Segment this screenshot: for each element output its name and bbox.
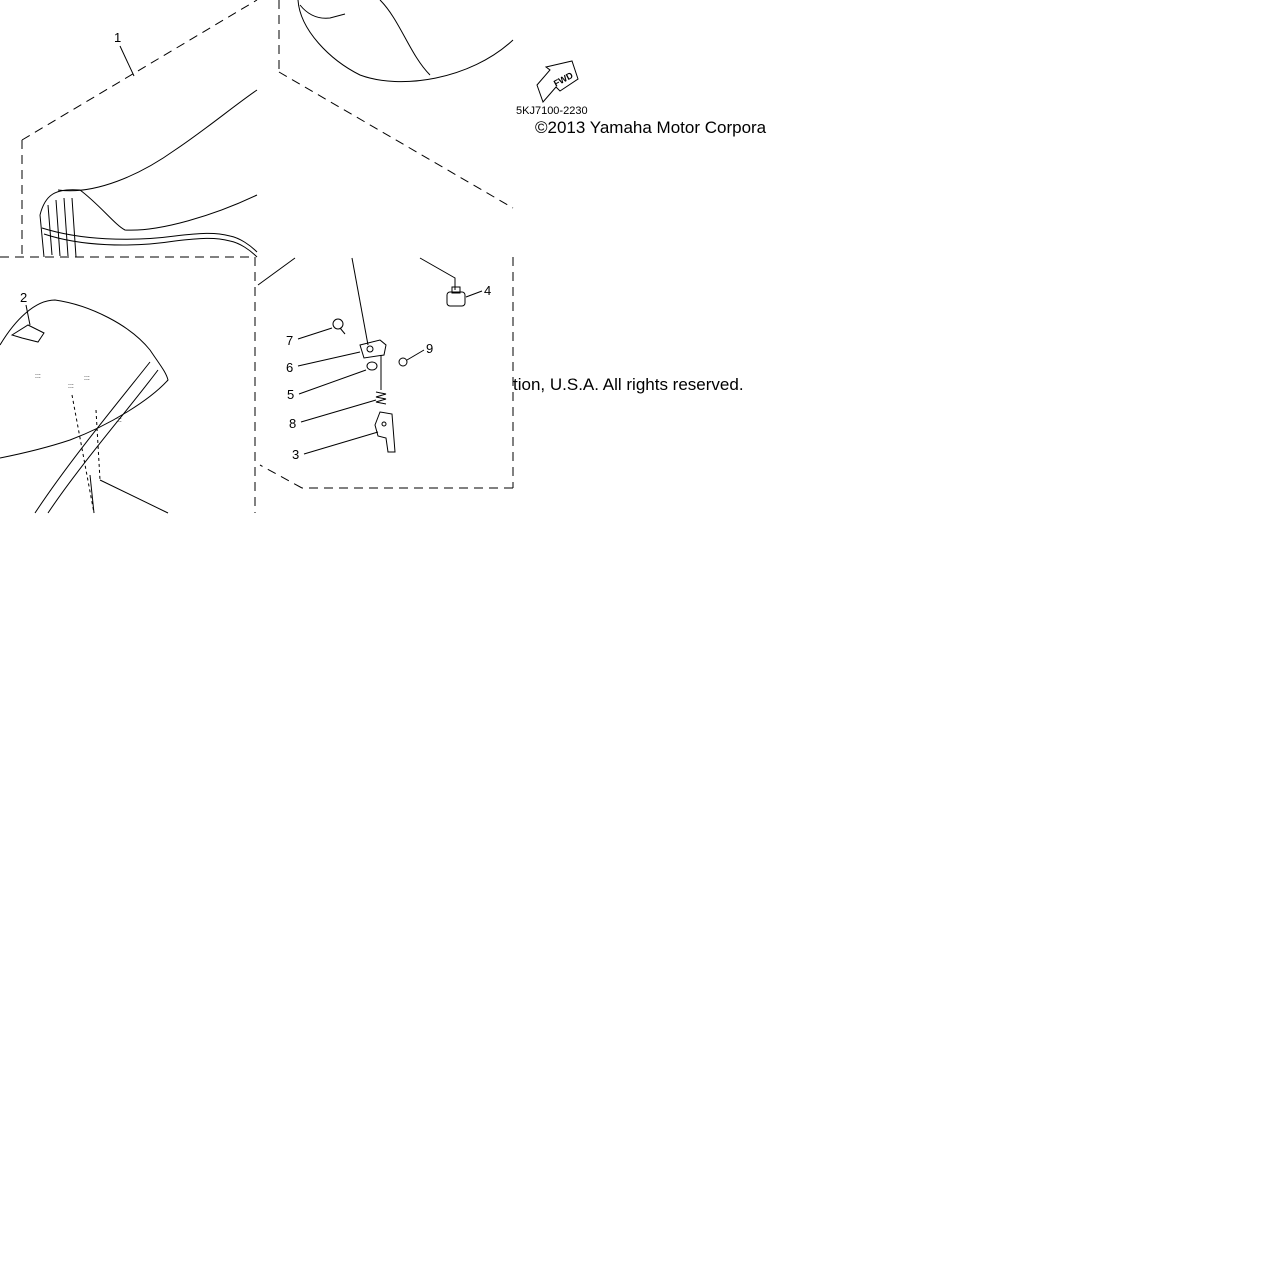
latch-rod	[420, 258, 455, 290]
dashed-hidden-line	[72, 395, 94, 513]
marking: :::	[35, 373, 41, 380]
seat-side-trim	[35, 362, 150, 513]
dashed-boundary	[260, 465, 302, 488]
seat-top-edge	[298, 0, 513, 82]
part-7-bolt	[333, 319, 345, 334]
leader-line-1	[120, 46, 134, 76]
leader-line-2	[26, 305, 30, 325]
marking: :::	[116, 417, 122, 424]
callout-5: 5	[287, 387, 295, 402]
seat-edge-fragment	[258, 258, 295, 285]
bottom-left-tile	[0, 257, 255, 513]
callout-1: 1	[114, 30, 122, 45]
part-6-bracket	[360, 340, 386, 358]
hidden-line	[90, 475, 94, 513]
leader-line-6	[298, 352, 360, 366]
callout-8: 8	[289, 416, 297, 431]
dashed-boundary	[279, 72, 513, 208]
latch-cable	[352, 258, 368, 345]
fwd-label: FWD	[551, 70, 575, 89]
leader-line-5	[299, 370, 366, 394]
callout-2: 2	[20, 290, 28, 305]
part-4-bumper	[447, 287, 465, 306]
leader-line-8	[301, 400, 376, 422]
part-5-collar	[367, 362, 377, 370]
leader-line-7	[298, 328, 332, 339]
top-left-tile	[22, 0, 257, 257]
seat-top-bump	[300, 5, 345, 18]
part-8-spring	[376, 392, 386, 404]
callout-3: 3	[292, 447, 300, 462]
callout-6: 6	[286, 360, 294, 375]
copyright-line-1: ©2013 Yamaha Motor Corpora	[535, 118, 767, 137]
callout-9: 9	[426, 341, 434, 356]
leader-line-9	[407, 350, 424, 360]
marking: :::	[84, 375, 90, 382]
top-right-tile	[279, 0, 513, 208]
leader-line-3	[304, 432, 378, 454]
callout-4: 4	[484, 283, 492, 298]
callout-7: 7	[286, 333, 294, 348]
copyright-line-2: tion, U.S.A. All rights reserved.	[513, 375, 744, 394]
part-2-clip	[12, 325, 44, 342]
seat-back-edge	[58, 90, 257, 191]
leader-line-4	[466, 291, 482, 297]
seat-lower-edge	[100, 480, 168, 513]
dashed-boundary	[22, 0, 257, 140]
marking: :::	[68, 383, 74, 390]
seat-front-ribs	[40, 198, 76, 257]
dashed-hidden-line	[96, 410, 100, 480]
part-9-nut	[399, 358, 407, 366]
seat-top-trim	[380, 0, 430, 75]
part-code: 5KJ7100-2230	[516, 105, 588, 117]
